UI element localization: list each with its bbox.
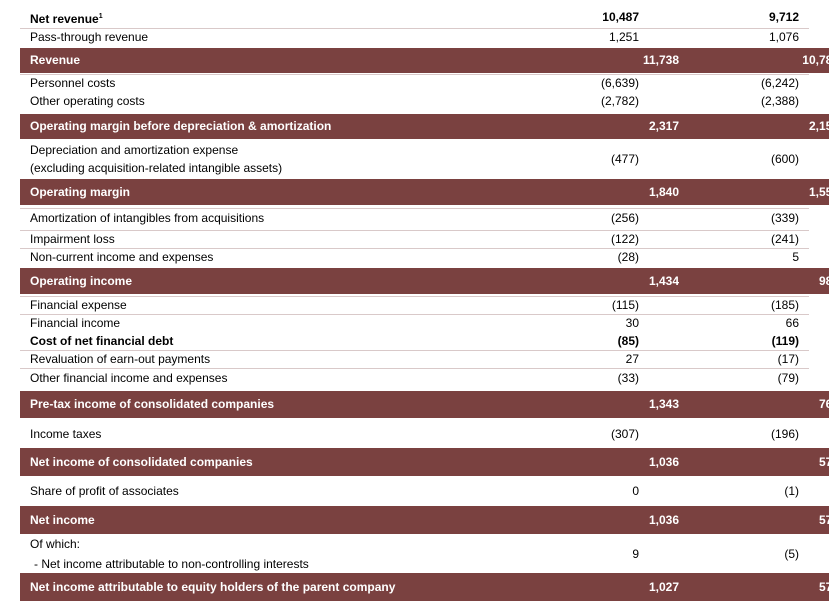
row-label-text: Net income of consolidated companies <box>30 455 253 469</box>
value-current-year: 27 <box>625 352 639 366</box>
row-label <box>30 314 120 332</box>
row-label-text: Pre-tax income of consolidated companies <box>30 397 275 411</box>
row-label-line: - Net income attributable to non-controlling interests <box>34 557 309 571</box>
value-current-year: 1,343 <box>648 397 679 411</box>
subtotal-row <box>20 268 839 294</box>
row-label <box>30 534 309 574</box>
value-prior-year: 571 <box>818 513 839 527</box>
value-prior-year: 66 <box>785 316 799 330</box>
row-label-text: Net income <box>30 513 95 527</box>
row-label-text: Personnel costs <box>30 76 116 90</box>
value-current-year: 9 <box>632 547 639 561</box>
value-current-year: 1,036 <box>648 455 679 469</box>
row-label <box>30 248 213 266</box>
value-current-year: (115) <box>611 298 639 312</box>
row-label <box>30 179 130 205</box>
table-row <box>0 74 809 92</box>
table-row <box>0 248 809 266</box>
value-current-year: 1,027 <box>648 580 679 594</box>
value-prior-year: 5 <box>792 250 799 264</box>
value-current-year: 1,434 <box>648 274 679 288</box>
table-row <box>0 141 809 177</box>
value-current-year: 2,317 <box>648 119 679 133</box>
row-label <box>30 448 253 476</box>
row-label <box>30 424 101 444</box>
row-label <box>30 350 210 368</box>
value-prior-year: 1,076 <box>768 30 799 44</box>
value-prior-year: 768 <box>818 397 839 411</box>
value-current-year: 1,840 <box>648 185 679 199</box>
value-prior-year: (196) <box>770 427 799 441</box>
row-label-text: Financial income <box>30 316 121 330</box>
row-label <box>30 391 274 418</box>
value-prior-year: 9,712 <box>768 10 799 24</box>
row-label <box>30 8 103 28</box>
value-prior-year: 983 <box>818 274 839 288</box>
value-prior-year: (6,242) <box>760 76 799 90</box>
value-prior-year: (339) <box>770 211 799 225</box>
subtotal-row <box>20 114 839 139</box>
footnote-marker: 1 <box>98 13 103 20</box>
table-row <box>0 369 809 387</box>
value-prior-year: (185) <box>770 298 799 312</box>
value-current-year: (6,639) <box>600 76 639 90</box>
value-prior-year: 2,158 <box>808 119 839 133</box>
row-label-text: Income taxes <box>30 427 102 441</box>
table-row <box>0 8 809 26</box>
row-label-text: Net income attributable to equity holders of the parent company <box>30 580 396 594</box>
row-label-text: Share of profit of associates <box>30 484 179 498</box>
value-current-year: 1,036 <box>648 513 679 527</box>
row-label-text: Revaluation of earn-out payments <box>30 352 211 366</box>
row-label <box>30 230 115 248</box>
row-label <box>30 92 145 110</box>
value-current-year: (256) <box>610 211 639 225</box>
table-row <box>0 92 809 110</box>
row-label <box>30 506 95 534</box>
value-prior-year: (600) <box>770 152 799 166</box>
value-current-year: 30 <box>625 316 639 330</box>
row-label-text: Operating margin <box>30 185 131 199</box>
subtotal-row <box>20 573 839 601</box>
row-label <box>30 332 173 350</box>
subtotal-row <box>20 506 839 534</box>
row-label-text: Operating margin before depreciation & amortization <box>30 119 332 133</box>
row-label-line: Of which: <box>30 537 81 551</box>
table-row <box>0 296 809 314</box>
value-current-year: 0 <box>632 484 639 498</box>
row-label-text: Cost of net financial debt <box>30 334 174 348</box>
row-label-text: Revenue <box>30 53 81 67</box>
row-label-text: Operating income <box>30 274 133 288</box>
row-label-line: Depreciation and amortization expense <box>30 143 239 157</box>
row-label <box>30 296 127 314</box>
table-row <box>0 332 809 350</box>
value-current-year: (122) <box>610 232 639 246</box>
value-current-year: (477) <box>610 152 639 166</box>
table-row <box>0 424 809 444</box>
subtotal-row <box>20 48 839 73</box>
row-label <box>30 208 264 228</box>
table-row <box>0 534 809 574</box>
value-current-year: 11,738 <box>642 53 679 67</box>
row-label <box>30 28 148 46</box>
row-label <box>30 268 132 294</box>
row-label-text: Impairment loss <box>30 232 115 246</box>
subtotal-row <box>20 448 839 476</box>
value-prior-year: (241) <box>770 232 799 246</box>
table-row <box>0 28 809 46</box>
value-prior-year: 1,558 <box>808 185 839 199</box>
value-current-year: (28) <box>617 250 639 264</box>
value-current-year: 10,487 <box>602 10 639 24</box>
row-label <box>30 141 282 177</box>
row-label <box>30 74 115 92</box>
row-label <box>30 114 331 139</box>
value-current-year: (2,782) <box>600 94 639 108</box>
value-current-year: (85) <box>617 334 639 348</box>
value-current-year: 1,251 <box>608 30 639 44</box>
value-prior-year: 10,788 <box>802 53 839 67</box>
row-label-text: Amortization of intangibles from acquisitions <box>30 211 265 225</box>
value-prior-year: (2,388) <box>760 94 799 108</box>
value-prior-year: (5) <box>784 547 799 561</box>
value-prior-year: 576 <box>818 580 839 594</box>
subtotal-row <box>20 179 839 205</box>
table-row <box>0 230 809 248</box>
table-row <box>0 480 809 502</box>
value-current-year: (33) <box>617 371 639 385</box>
value-prior-year: 572 <box>818 455 839 469</box>
row-label-text: Net revenue <box>30 12 99 26</box>
subtotal-row <box>20 391 839 418</box>
table-row <box>0 208 809 228</box>
value-prior-year: (17) <box>777 352 799 366</box>
row-label <box>30 573 395 601</box>
row-label-text: Financial expense <box>30 298 127 312</box>
table-row <box>0 314 809 332</box>
row-label-line: (excluding acquisition-related intangible assets) <box>30 161 283 175</box>
value-prior-year: (1) <box>784 484 799 498</box>
row-label-text: Other operating costs <box>30 94 145 108</box>
row-label-text: Other financial income and expenses <box>30 371 228 385</box>
row-label <box>30 369 227 387</box>
table-row <box>0 350 809 368</box>
row-label <box>30 48 80 73</box>
value-prior-year: (79) <box>777 371 799 385</box>
row-label-text: Non-current income and expenses <box>30 250 214 264</box>
row-label-text: Pass-through revenue <box>30 30 149 44</box>
row-label <box>30 480 179 502</box>
value-prior-year: (119) <box>771 334 799 348</box>
value-current-year: (307) <box>610 427 639 441</box>
